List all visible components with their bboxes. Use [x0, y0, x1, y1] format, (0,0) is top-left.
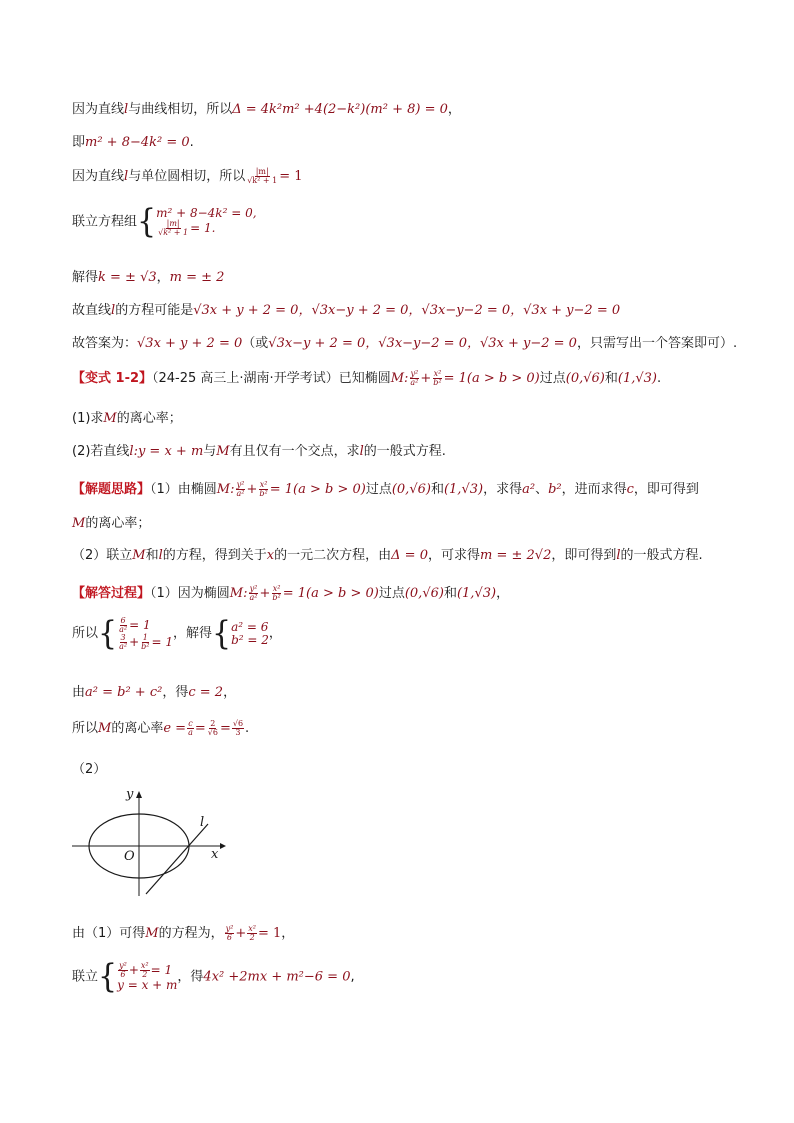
equation-system — [98, 957, 178, 996]
text: 有且仅有一个交点，求 — [229, 444, 360, 459]
denominator: a² — [249, 593, 258, 602]
text: 过点 — [378, 586, 405, 601]
fraction — [236, 481, 246, 498]
fraction — [271, 585, 281, 602]
solution-tag: 【解答过程】 — [72, 586, 151, 601]
math-equations: √3x + y + 2 = 0，√3x−y + 2 = 0，√3x−y−2 = 0，√3x + y−2 = 0 — [193, 303, 621, 318]
text: 的方程可能是 — [115, 303, 194, 318]
denominator: b² — [141, 642, 150, 651]
math-delta: Δ = 0 — [391, 548, 428, 563]
text: ，解得 — [173, 626, 213, 642]
numerator: y² — [249, 584, 258, 593]
denominator: a² — [410, 378, 419, 387]
text: ，进而求得 — [561, 482, 627, 497]
text: 与曲线相切，所以 — [128, 102, 233, 117]
math-answer: √3x + y + 2 = 0 — [137, 336, 243, 351]
math-M: M — [132, 548, 146, 563]
text: 由 — [72, 685, 86, 700]
numerator: √6 — [232, 719, 244, 728]
math-l: l — [616, 548, 621, 563]
math-l: l — [158, 548, 163, 563]
math-c: c = 2 — [188, 685, 224, 700]
origin-label: O — [124, 849, 135, 864]
text: ， — [268, 626, 282, 642]
thinking-part-1-cont — [72, 516, 150, 532]
text: 所以 — [72, 721, 99, 736]
math-a2: a² — [522, 482, 536, 497]
math-eq: = 1 — [257, 926, 282, 941]
fraction — [140, 962, 150, 979]
math-M: M — [216, 444, 230, 459]
part-2-label — [72, 762, 106, 778]
text: ，可求得 — [427, 548, 480, 563]
text: 的一般式方程. — [620, 548, 703, 563]
math-discriminant: Δ = 4k²m² +4(2−k²)(m² + 8) = 0 — [232, 102, 448, 117]
text: 和 — [430, 482, 444, 497]
text: 与单位圆相切，所以 — [128, 169, 246, 184]
thinking-part-1: 【解题思路】（1）由椭圆M: $\frac{\text{y²}}{\text{a²}}$ + $\frac{\text{x²}}{\text{b²}}$ = 1(a > b > 0)过点(0,√6)和(1,√3)，求得a²、b²，进而求得c，即可得到 — [72, 480, 699, 498]
text: . — [245, 721, 250, 736]
x-label: x — [211, 847, 219, 862]
text: （1）因为椭圆 — [150, 586, 230, 601]
solution-system-1 — [72, 614, 282, 653]
text: ，只需写出一个答案即可）. — [576, 336, 738, 351]
equation-system — [212, 614, 269, 653]
text: （1）由椭圆 — [150, 482, 217, 497]
math-eq: a² = b² + c² — [85, 685, 163, 700]
denominator: √k² + 1 — [158, 228, 189, 238]
text: （2）联立 — [72, 548, 133, 563]
text: （2） — [72, 762, 107, 777]
text: 的离心率； — [116, 411, 182, 426]
text: , — [350, 969, 355, 985]
math-eq: m² + 8−4k² = 0 — [85, 135, 190, 150]
fraction — [247, 925, 257, 942]
denominator: a² — [119, 642, 128, 651]
text: 和 — [604, 371, 618, 386]
fraction — [118, 617, 128, 634]
text: 的方程，得到关于 — [162, 548, 267, 563]
system-row: b² = 2 — [231, 633, 269, 647]
numerator: |m| — [255, 167, 269, 176]
system-body — [117, 617, 173, 651]
brace: { — [137, 202, 157, 241]
math-M: M — [145, 926, 159, 941]
math-ellipse: M: — [229, 586, 248, 601]
numerator: |m| — [166, 219, 180, 229]
math-l: l — [111, 303, 116, 318]
text: （或 — [242, 336, 269, 351]
ellipse-figure — [70, 786, 230, 898]
numerator: x² — [140, 961, 149, 970]
math-alternatives: √3x−y + 2 = 0，√3x−y−2 = 0，√3x + y−2 = 0 — [268, 336, 577, 351]
fraction — [432, 370, 442, 387]
math-ellipse: M: — [390, 371, 409, 386]
math-eq: = 1 — [151, 635, 173, 649]
math-point: (0,√6) — [391, 482, 431, 497]
problem-source: （24-25 高三上·湖南·开学考试）已知椭圆 — [152, 371, 391, 386]
solution-equation-M: 由（1）可得M的方程为， $\frac{\text{y²}}{6}$ + $\frac{\text{x²}}{2}$ = 1， — [72, 924, 295, 942]
math-eq: = 1. — [190, 221, 216, 236]
denominator: b² — [272, 593, 281, 602]
math-eq: = 1 — [150, 963, 173, 977]
system-row — [117, 617, 173, 634]
brace: { — [98, 957, 118, 996]
math-eq: = 1 — [279, 169, 303, 184]
math-l: l — [124, 102, 129, 117]
text: 的一般式方程. — [363, 444, 446, 459]
text: . — [656, 371, 662, 386]
fraction — [118, 634, 128, 651]
system-body — [231, 621, 269, 647]
solution-line-possible — [72, 303, 620, 319]
text: 的离心率 — [111, 721, 164, 736]
text: ， — [496, 586, 510, 601]
math-cond: = 1(a > b > 0) — [443, 371, 540, 386]
text: ， — [447, 102, 461, 117]
math-x: x — [266, 548, 275, 563]
fraction — [118, 962, 128, 979]
denominator: a — [188, 728, 193, 737]
x-axis-arrow — [220, 843, 226, 849]
text: ，求得 — [483, 482, 523, 497]
math-eq: = 1 — [129, 618, 151, 632]
text: ， — [156, 270, 170, 285]
solution-system-2 — [72, 957, 355, 996]
denominator: a² — [119, 625, 128, 634]
question-2 — [72, 444, 446, 460]
numerator: 6 — [120, 616, 126, 625]
fraction — [225, 925, 235, 942]
system-row: a² = 6 — [231, 619, 269, 634]
math-cond: = 1(a > b > 0) — [282, 586, 379, 601]
y-label: y — [126, 787, 134, 802]
brace: { — [212, 614, 232, 653]
equation-system — [137, 202, 257, 241]
system-row: m² + 8−4k² = 0, — [156, 206, 257, 220]
text: ，即可得到 — [551, 548, 617, 563]
math-m: m = ± 2 — [169, 270, 225, 285]
equation-system — [98, 614, 173, 653]
text: 的离心率； — [85, 516, 151, 531]
text: . — [189, 135, 194, 150]
text: 解得 — [72, 270, 99, 285]
text: 因为直线 — [72, 169, 125, 184]
math-point: (1,√3) — [443, 482, 484, 497]
solution-line-relation — [72, 135, 194, 151]
text: 故直线 — [72, 303, 112, 318]
solution-c — [72, 685, 236, 701]
text: 即 — [72, 135, 86, 150]
text: 的方程为， — [158, 926, 224, 941]
math-cond: = 1(a > b > 0) — [269, 482, 366, 497]
math-point: (1,√3) — [456, 586, 497, 601]
numerator: 3 — [120, 633, 126, 642]
math-point: (0,√6) — [404, 586, 444, 601]
text: (2)若直线 — [72, 444, 130, 459]
math-ellipse: M: — [216, 482, 235, 497]
text: 联立 — [72, 969, 99, 985]
denominator: √k² + 1 — [247, 176, 278, 185]
fraction — [409, 370, 419, 387]
system-row: y = x + m — [117, 978, 178, 992]
problem-statement: 【变式 1-2】（24-25 高三上·湖南·开学考试）已知椭圆M: $\frac{\text{y²}}{\text{a²}}$ + $\frac{\text{x²}}{\text{b²}}$ = 1(a > b > 0)过点(0,√6)和(1,√3). — [72, 369, 662, 387]
numerator: y² — [410, 369, 419, 378]
denominator: 6 — [226, 933, 233, 942]
math-M: M — [103, 411, 117, 426]
solution-line-result — [72, 270, 224, 286]
thinking-tag: 【解题思路】 — [72, 482, 151, 497]
text: (1)求 — [72, 411, 104, 426]
math-l: l — [359, 444, 364, 459]
text: 因为直线 — [72, 102, 125, 117]
solution-line-system — [72, 202, 257, 241]
numerator: y² — [119, 961, 127, 970]
numerator: x² — [433, 369, 442, 378]
fraction — [258, 481, 268, 498]
text: 与 — [203, 444, 217, 459]
denominator: a² — [236, 489, 245, 498]
math-point: (0,√6) — [565, 371, 605, 386]
text: 由（1）可得 — [72, 926, 146, 941]
question-1 — [72, 411, 182, 427]
text: ， — [281, 926, 295, 941]
math-k: k = ± √3 — [98, 270, 157, 285]
brace: { — [98, 614, 118, 653]
system-row — [117, 634, 173, 651]
numerator: y² — [225, 924, 234, 933]
text: ， — [223, 685, 237, 700]
text: 过点 — [365, 482, 392, 497]
math-point: (1,√3) — [617, 371, 657, 386]
denominator: 2 — [249, 933, 255, 942]
denominator: b² — [433, 378, 442, 387]
denominator: 3 — [235, 728, 241, 737]
fraction — [187, 720, 194, 737]
tangent-line — [146, 824, 208, 894]
system-body — [117, 962, 177, 992]
problem-tag: 【变式 1-2】 — [72, 371, 153, 386]
text: 过点 — [539, 371, 566, 386]
numerator: y² — [236, 480, 245, 489]
math-M: M — [98, 721, 112, 736]
numerator: c — [188, 719, 193, 728]
fraction — [157, 220, 189, 237]
denominator: √6 — [207, 728, 218, 737]
fraction — [140, 634, 150, 651]
fraction — [232, 720, 244, 737]
text: 和 — [443, 586, 457, 601]
math-line: l:y = x + m — [129, 444, 204, 459]
math-b2: b² — [548, 482, 562, 497]
numerator: 1 — [142, 633, 148, 642]
solution-part-1: 【解答过程】（1）因为椭圆M: $\frac{\text{y²}}{\text{a²}}$ + $\frac{\text{x²}}{\text{b²}}$ = 1(a > b > 0)过点(0,√6)和(1,√3)， — [72, 584, 510, 602]
text: 故答案为： — [72, 336, 138, 351]
numerator: x² — [272, 584, 281, 593]
text: 、 — [535, 482, 549, 497]
fraction — [249, 585, 259, 602]
numerator: 2 — [210, 719, 216, 728]
numerator: x² — [248, 924, 256, 933]
answer-line — [72, 336, 737, 352]
text: 联立方程组 — [72, 214, 138, 230]
text: ，得 — [162, 685, 189, 700]
solution-line-tangent — [72, 102, 461, 118]
line-label: l — [200, 815, 205, 830]
math-M: M — [72, 516, 86, 531]
system-row: $\frac{\text{y²}}{6}$ + $\frac{\text{x²}}{2}$ = 1 — [119, 961, 173, 979]
text: ，即可得到 — [633, 482, 699, 497]
solution-eccentricity: 所以M的离心率e = $\frac{c}{a}$ = $\frac{2}{√6}$ = $\frac{√6}{3}$ . — [72, 719, 250, 737]
denominator: 6 — [120, 970, 126, 979]
plus: + — [129, 635, 140, 649]
fraction — [246, 168, 278, 185]
text: 所以 — [72, 626, 99, 642]
math-quadratic: 4x² +2mx + m²−6 = 0 — [203, 969, 351, 985]
system-body — [156, 207, 256, 237]
denominator: 2 — [142, 970, 148, 979]
text: ，得 — [177, 969, 204, 985]
denominator: b² — [259, 489, 268, 498]
numerator: x² — [259, 480, 268, 489]
math-c: c — [626, 482, 634, 497]
solution-line-unit-circle — [72, 168, 303, 185]
thinking-part-2 — [72, 548, 703, 564]
math-l: l — [124, 169, 129, 184]
text: 的一元二次方程，由 — [274, 548, 392, 563]
fraction — [207, 720, 219, 737]
text: 和 — [145, 548, 159, 563]
math-m: m = ± 2√2 — [480, 548, 552, 563]
math-e: e = — [163, 721, 187, 736]
y-axis-arrow — [136, 791, 142, 798]
system-row — [156, 220, 256, 237]
